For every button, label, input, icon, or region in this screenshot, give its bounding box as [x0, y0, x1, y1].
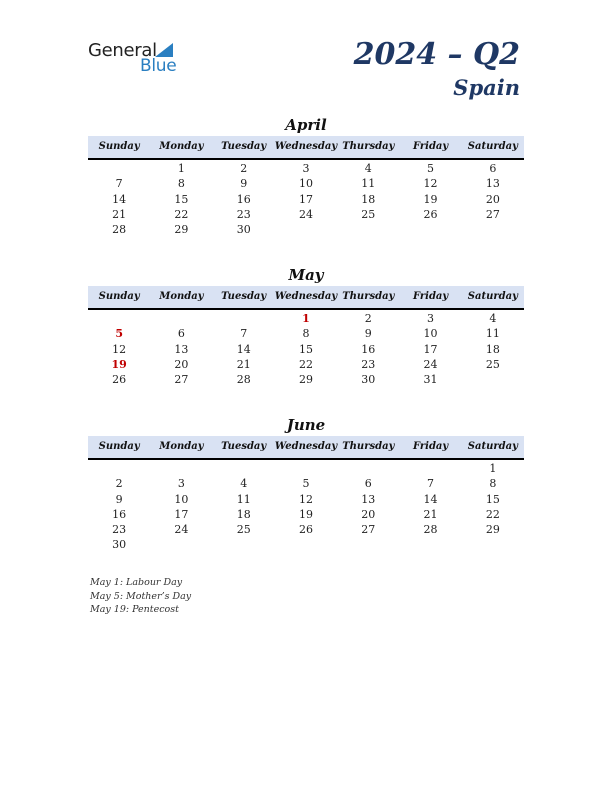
date-cell: 24 — [423, 357, 438, 371]
weekday-label: Thursday — [342, 441, 395, 452]
page-title: 2024 – Q2 — [353, 37, 520, 72]
date-cell: 12 — [112, 342, 127, 356]
empty-date-cell — [337, 537, 399, 552]
date-cell: 6 — [364, 477, 372, 491]
date-cell: 28 — [236, 373, 251, 387]
logo-text-general: General — [88, 40, 157, 61]
date-cell: 25 — [361, 207, 376, 221]
empty-date-cell — [88, 461, 150, 476]
week-row — [88, 192, 524, 207]
date-cell: 24 — [174, 523, 189, 537]
week-row — [88, 161, 524, 176]
weekday-label: Wednesday — [274, 441, 338, 452]
date-cell: 6 — [177, 327, 185, 341]
empty-date-cell — [337, 461, 399, 476]
date-cell: 4 — [364, 162, 372, 175]
date-cell: 18 — [485, 342, 500, 356]
date-cell: 29 — [485, 523, 500, 537]
date-cell: 20 — [174, 357, 189, 371]
date-cell: 8 — [177, 177, 185, 191]
date-cell: 30 — [361, 373, 376, 387]
date-cell: 16 — [112, 507, 127, 521]
date-cell: 27 — [174, 373, 189, 387]
date-cell: 7 — [240, 327, 248, 341]
week-row — [88, 176, 524, 191]
holiday-date-cell: 19 — [111, 357, 127, 371]
date-cell: 9 — [364, 327, 372, 341]
week-row — [88, 357, 524, 372]
date-cell: 29 — [174, 223, 189, 237]
date-cell: 21 — [236, 357, 251, 371]
date-cell: 27 — [485, 207, 500, 221]
empty-date-cell — [399, 537, 461, 552]
date-cell: 11 — [361, 177, 376, 191]
date-cell: 23 — [236, 207, 251, 221]
month-days — [88, 311, 524, 387]
date-cell: 11 — [236, 492, 251, 506]
date-cell: 28 — [112, 223, 127, 237]
weekday-label: Monday — [159, 441, 204, 452]
date-cell: 14 — [112, 192, 127, 206]
date-cell: 23 — [112, 523, 127, 537]
date-cell: 27 — [361, 523, 376, 537]
week-row — [88, 342, 524, 357]
weekday-header-row — [88, 286, 524, 310]
date-cell: 13 — [174, 342, 189, 356]
week-row — [88, 492, 524, 507]
empty-date-cell — [399, 461, 461, 476]
empty-date-cell — [337, 222, 399, 237]
date-cell: 13 — [485, 177, 500, 191]
weekday-label: Wednesday — [274, 291, 338, 302]
empty-date-cell — [213, 461, 275, 476]
empty-date-cell — [150, 537, 212, 552]
date-cell: 4 — [240, 477, 248, 491]
holiday-note: May 1: Labour Day — [90, 577, 183, 588]
date-cell: 15 — [174, 192, 189, 206]
date-cell: 14 — [236, 342, 251, 356]
empty-date-cell — [399, 222, 461, 237]
date-cell: 12 — [298, 492, 313, 506]
month-may — [88, 266, 524, 387]
date-cell: 8 — [302, 327, 310, 341]
holiday-date-cell: 1 — [302, 312, 310, 325]
date-cell: 16 — [361, 342, 376, 356]
date-cell: 11 — [485, 327, 500, 341]
month-june — [88, 416, 524, 553]
empty-date-cell — [275, 222, 337, 237]
date-cell: 23 — [361, 357, 376, 371]
logo-triangle-icon — [155, 43, 173, 57]
date-cell: 3 — [302, 162, 310, 175]
weekday-label: Sunday — [98, 441, 140, 452]
empty-date-cell — [88, 161, 150, 176]
date-cell: 10 — [174, 492, 189, 506]
date-cell: 16 — [236, 192, 251, 206]
date-cell: 22 — [298, 357, 313, 371]
date-cell: 2 — [364, 312, 372, 325]
weekday-label: Sunday — [98, 291, 140, 302]
country-name: Spain — [453, 75, 520, 100]
empty-date-cell — [150, 311, 212, 326]
date-cell: 19 — [423, 192, 438, 206]
date-cell: 3 — [427, 312, 435, 325]
empty-date-cell — [462, 222, 524, 237]
date-cell: 19 — [298, 507, 313, 521]
date-cell: 31 — [423, 373, 438, 387]
weekday-label: Thursday — [342, 291, 395, 302]
date-cell: 20 — [361, 507, 376, 521]
title-block — [354, 38, 520, 102]
date-cell: 10 — [423, 327, 438, 341]
date-cell: 22 — [174, 207, 189, 221]
date-cell: 25 — [485, 357, 500, 371]
weekday-label: Tuesday — [221, 441, 267, 452]
weekday-label: Monday — [159, 141, 204, 152]
weekday-label: Thursday — [342, 141, 395, 152]
month-days — [88, 461, 524, 553]
date-cell: 15 — [485, 492, 500, 506]
date-cell: 18 — [236, 507, 251, 521]
date-cell: 12 — [423, 177, 438, 191]
date-cell: 4 — [489, 312, 497, 325]
month-title: May — [288, 266, 324, 284]
weekday-header-row — [88, 436, 524, 460]
holiday-date-cell: 5 — [115, 327, 123, 341]
weekday-header-row — [88, 136, 524, 160]
date-cell: 26 — [423, 207, 438, 221]
date-cell: 13 — [361, 492, 376, 506]
date-cell: 9 — [115, 492, 123, 506]
date-cell: 2 — [115, 477, 123, 491]
empty-date-cell — [150, 461, 212, 476]
weekday-label: Saturday — [467, 441, 518, 452]
date-cell: 26 — [112, 373, 127, 387]
empty-date-cell — [213, 537, 275, 552]
weekday-label: Tuesday — [221, 291, 267, 302]
empty-date-cell — [88, 311, 150, 326]
weekday-label: Friday — [412, 441, 449, 452]
date-cell: 8 — [489, 477, 497, 491]
week-row — [88, 507, 524, 522]
weekday-label: Wednesday — [274, 141, 338, 152]
date-cell: 22 — [485, 507, 500, 521]
week-row — [88, 522, 524, 537]
week-row — [88, 326, 524, 341]
generalblue-logo — [88, 40, 188, 76]
date-cell: 25 — [236, 523, 251, 537]
date-cell: 18 — [361, 192, 376, 206]
date-cell: 26 — [298, 523, 313, 537]
date-cell: 24 — [298, 207, 313, 221]
month-title: April — [285, 116, 327, 134]
date-cell: 28 — [423, 523, 438, 537]
week-row — [88, 222, 524, 237]
date-cell: 9 — [240, 177, 248, 191]
empty-date-cell — [462, 372, 524, 387]
date-cell: 30 — [236, 223, 251, 237]
date-cell: 20 — [485, 192, 500, 206]
date-cell: 7 — [115, 177, 123, 191]
date-cell: 17 — [174, 507, 189, 521]
date-cell: 3 — [177, 477, 185, 491]
date-cell: 10 — [298, 177, 313, 191]
date-cell: 7 — [427, 477, 435, 491]
holiday-note: May 19: Pentecost — [90, 604, 179, 615]
month-april — [88, 116, 524, 237]
date-cell: 5 — [427, 162, 435, 175]
empty-date-cell — [275, 537, 337, 552]
date-cell: 30 — [112, 538, 127, 552]
week-row — [88, 311, 524, 326]
logo-text-blue: Blue — [140, 56, 177, 76]
weekday-label: Monday — [159, 291, 204, 302]
week-row — [88, 207, 524, 222]
month-title: June — [286, 416, 326, 434]
date-cell: 17 — [298, 192, 313, 206]
weekday-label: Friday — [412, 141, 449, 152]
date-cell: 17 — [423, 342, 438, 356]
weekday-label: Saturday — [467, 141, 518, 152]
date-cell: 14 — [423, 492, 438, 506]
date-cell: 29 — [298, 373, 313, 387]
week-row — [88, 461, 524, 476]
empty-date-cell — [462, 537, 524, 552]
weekday-label: Sunday — [98, 141, 140, 152]
date-cell: 1 — [177, 162, 185, 175]
empty-date-cell — [213, 311, 275, 326]
date-cell: 21 — [112, 207, 127, 221]
date-cell: 1 — [489, 462, 497, 475]
date-cell: 2 — [240, 162, 248, 175]
date-cell: 5 — [302, 477, 310, 491]
empty-date-cell — [275, 461, 337, 476]
weekday-label: Saturday — [467, 291, 518, 302]
weekday-label: Tuesday — [221, 141, 267, 152]
date-cell: 6 — [489, 162, 497, 175]
weekday-label: Friday — [412, 291, 449, 302]
week-row — [88, 537, 524, 552]
week-row — [88, 372, 524, 387]
holiday-notes — [90, 576, 191, 617]
holiday-note: May 5: Mother’s Day — [90, 590, 192, 602]
date-cell: 15 — [298, 342, 313, 356]
date-cell: 21 — [423, 507, 438, 521]
month-days — [88, 161, 524, 237]
week-row — [88, 476, 524, 491]
